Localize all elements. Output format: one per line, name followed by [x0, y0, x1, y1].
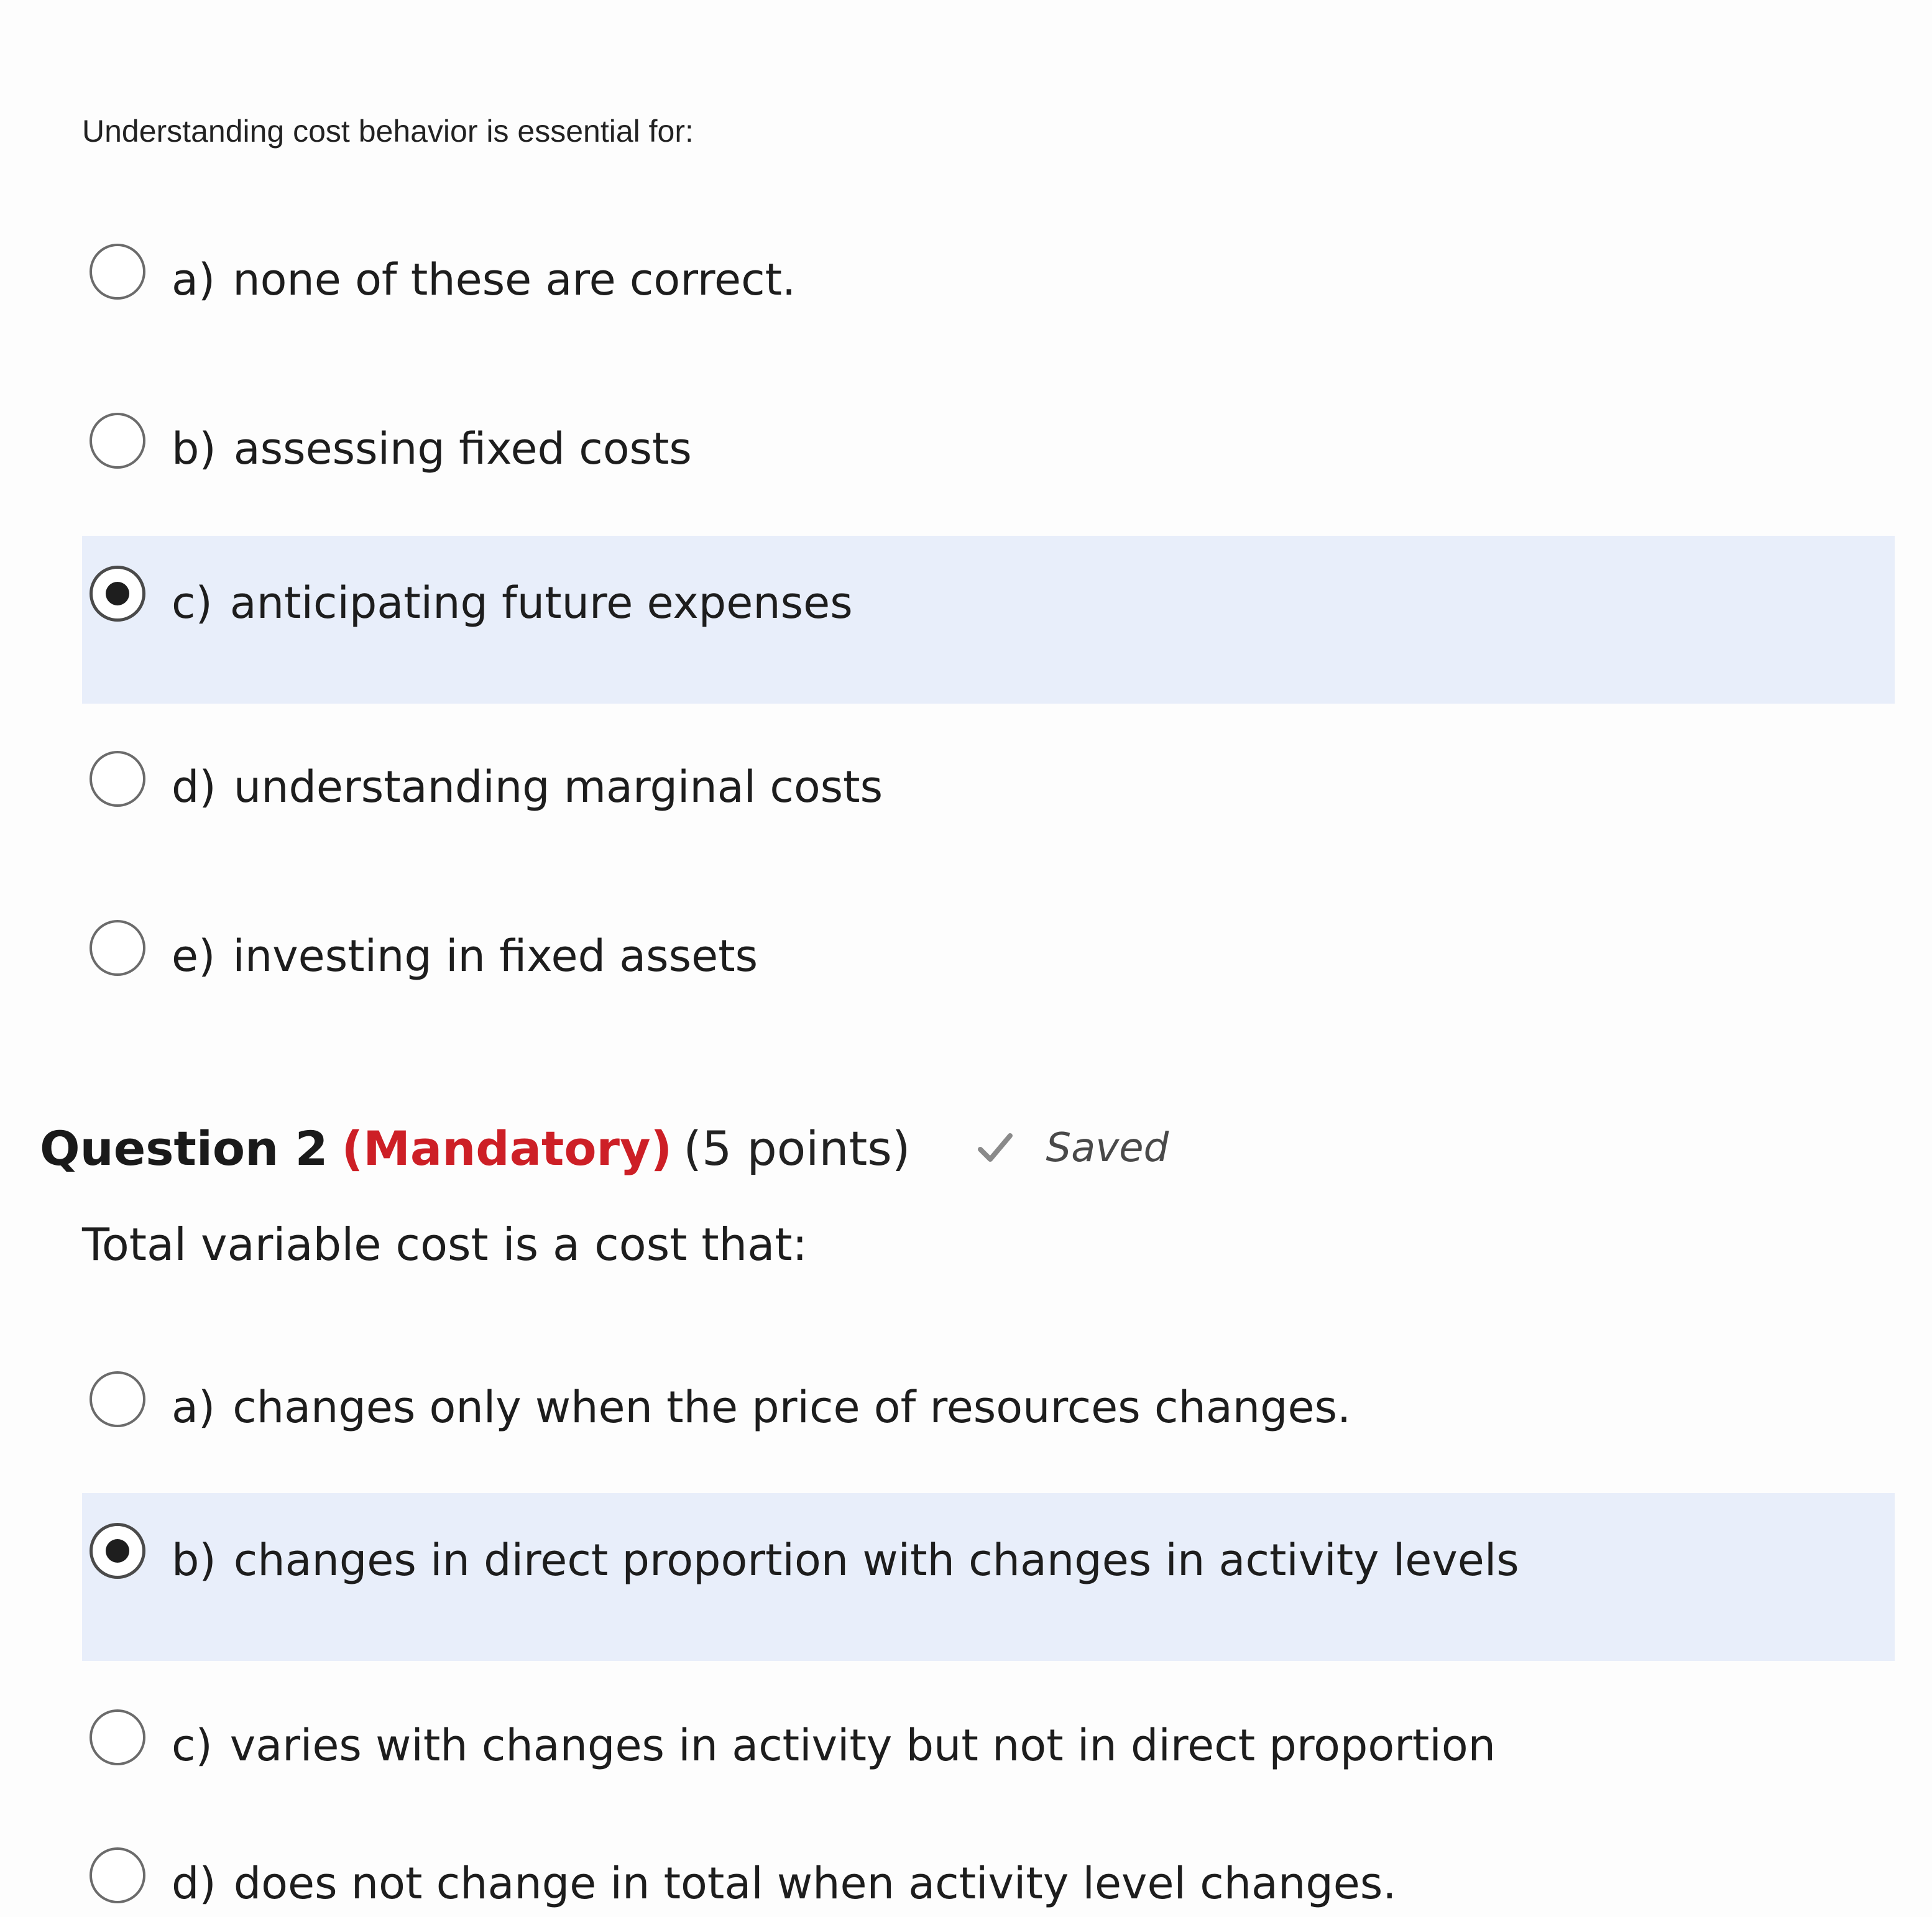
question-2-header: [40, 1114, 1169, 1182]
save-status: [975, 1125, 1169, 1171]
q2-option-d[interactable]: [82, 1749, 1895, 1917]
q1-option-a[interactable]: [82, 213, 1895, 380]
points-label: (5 points): [683, 1120, 911, 1176]
option-label: [172, 1529, 1519, 1591]
option-letter: b): [172, 423, 216, 474]
option-text: varies with changes in activity but not in direct proportion: [229, 1720, 1496, 1771]
option-text: anticipating future expenses: [229, 577, 853, 628]
radio-selected-dot: [106, 1539, 129, 1563]
option-letter: d): [172, 1858, 216, 1909]
radio-button[interactable]: [90, 751, 145, 807]
radio-selected-dot: [106, 582, 129, 605]
option-letter: b): [172, 1535, 216, 1586]
q1-option-e[interactable]: [82, 889, 1895, 1057]
q1-option-d[interactable]: [82, 720, 1895, 888]
question-2-prompt: Total variable cost is a cost that:: [82, 1218, 807, 1271]
option-text: investing in fixed assets: [232, 931, 758, 981]
saved-status-text: Saved: [1046, 1125, 1169, 1171]
option-label: [172, 249, 796, 311]
q2-option-a[interactable]: [82, 1340, 1895, 1508]
radio-button-selected[interactable]: [90, 1523, 145, 1579]
option-text: changes only when the price of resources changes.: [232, 1382, 1351, 1433]
radio-button-selected[interactable]: [90, 566, 145, 622]
option-letter: c): [172, 577, 213, 628]
option-text: assessing fixed costs: [233, 423, 692, 474]
mandatory-label: (Mandatory): [341, 1120, 673, 1176]
option-label: [172, 925, 758, 987]
option-label: [172, 572, 853, 634]
question-title: Question 2: [40, 1120, 328, 1176]
option-text: changes in direct proportion with changes in activity levels: [233, 1535, 1519, 1586]
radio-button[interactable]: [90, 413, 145, 469]
radio-button[interactable]: [90, 920, 145, 976]
option-letter: a): [172, 1382, 216, 1433]
q2-option-b[interactable]: [82, 1493, 1895, 1661]
option-letter: d): [172, 761, 216, 812]
option-letter: e): [172, 931, 216, 981]
option-text: does not change in total when activity level changes.: [233, 1858, 1397, 1909]
checkmark-icon: [975, 1128, 1015, 1168]
option-letter: a): [172, 254, 216, 305]
option-text: none of these are correct.: [232, 254, 796, 305]
option-label: [172, 756, 883, 818]
q1-option-c[interactable]: [82, 536, 1895, 704]
option-label: [172, 1852, 1397, 1915]
radio-button[interactable]: [90, 244, 145, 300]
question-1-prompt: Understanding cost behavior is essential for:: [82, 114, 694, 149]
option-label: [172, 418, 692, 480]
radio-button[interactable]: [90, 1847, 145, 1903]
q1-option-b[interactable]: [82, 382, 1895, 549]
option-label: [172, 1376, 1351, 1438]
option-letter: c): [172, 1720, 213, 1771]
radio-button[interactable]: [90, 1371, 145, 1427]
option-text: understanding marginal costs: [233, 761, 883, 812]
